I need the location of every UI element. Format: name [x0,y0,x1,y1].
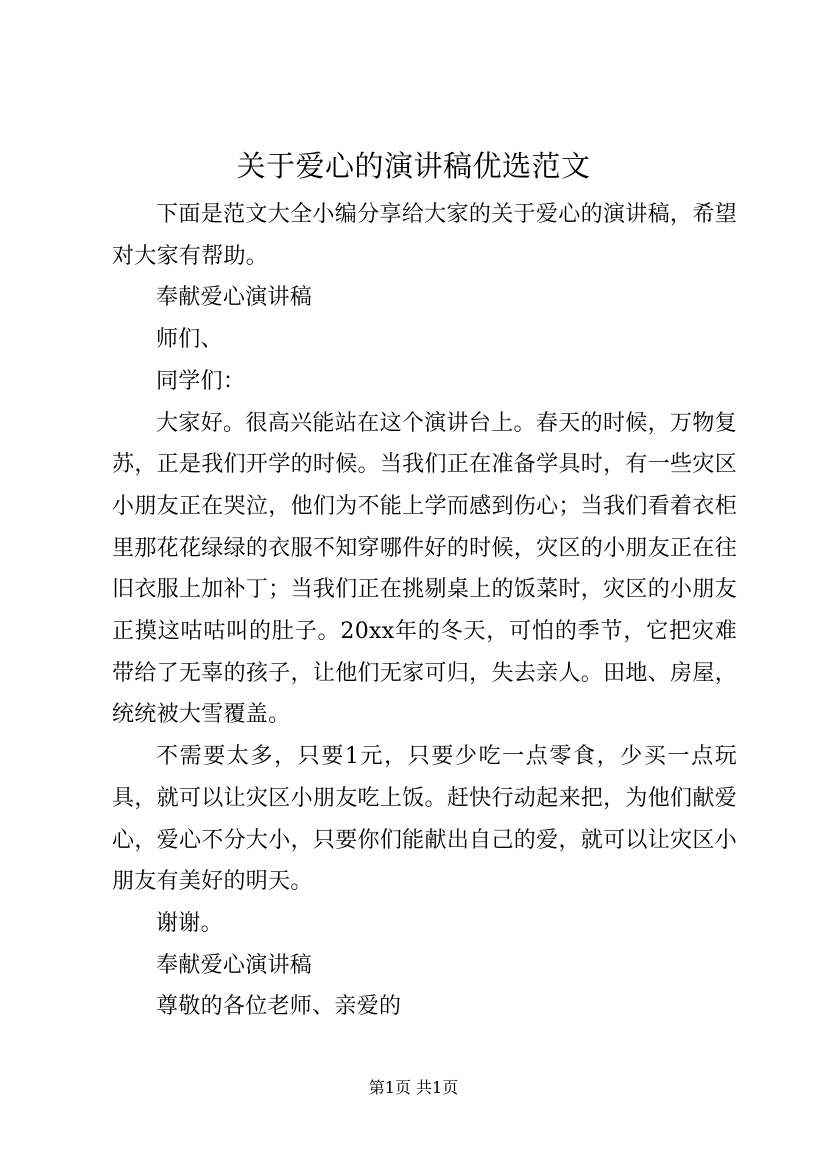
page-footer: 第1页 共1页 [368,1078,459,1097]
document-title: 关于爱心的演讲稿优选范文 [236,149,591,183]
closing-line: 谢谢。 [156,910,223,936]
body-paragraph: 大家好。很高兴能站在这个演讲台上。春天的时候，万物复苏，正是我们开学的时候。当我们正在准备学具时，有一些灾区小朋友正在哭泣，他们为不能上学而感到伤心；当我们看着衣柜里那花花绿绿的衣服不知穿哪件好的时候，灾区的小朋友正在往旧衣服上加补丁；当我们正在挑剔桌上的饭菜时，灾区的小朋友正摸这咕咕叫的肚子。20xx年的冬天，可怕的季节，它把灾难带给了无辜的孩子，让他们无家可归，失去亲人。田地、房屋，统统被大雪覆盖。 [112,410,737,728]
section-heading: 奉献爱心演讲稿 [156,952,313,978]
salutation-line: 尊敬的各位老师、亲爱的 [156,994,402,1020]
salutation-line: 师们、 [156,327,223,353]
body-paragraph: 不需要太多，只要1元，只要少吃一点零食，少买一点玩具，就可以让灾区小朋友吃上饭。赶快行动起来把，为他们献爱心，爱心不分大小，只要你们能献出自己的爱，就可以让灾区小朋友有美好的明天。 [112,744,737,895]
intro-paragraph: 下面是范文大全小编分享给大家的关于爱心的演讲稿，希望对大家有帮助。 [112,202,737,269]
salutation-line: 同学们： [156,368,246,394]
section-heading: 奉献爱心演讲稿 [156,285,313,311]
document-body [112,194,737,1028]
